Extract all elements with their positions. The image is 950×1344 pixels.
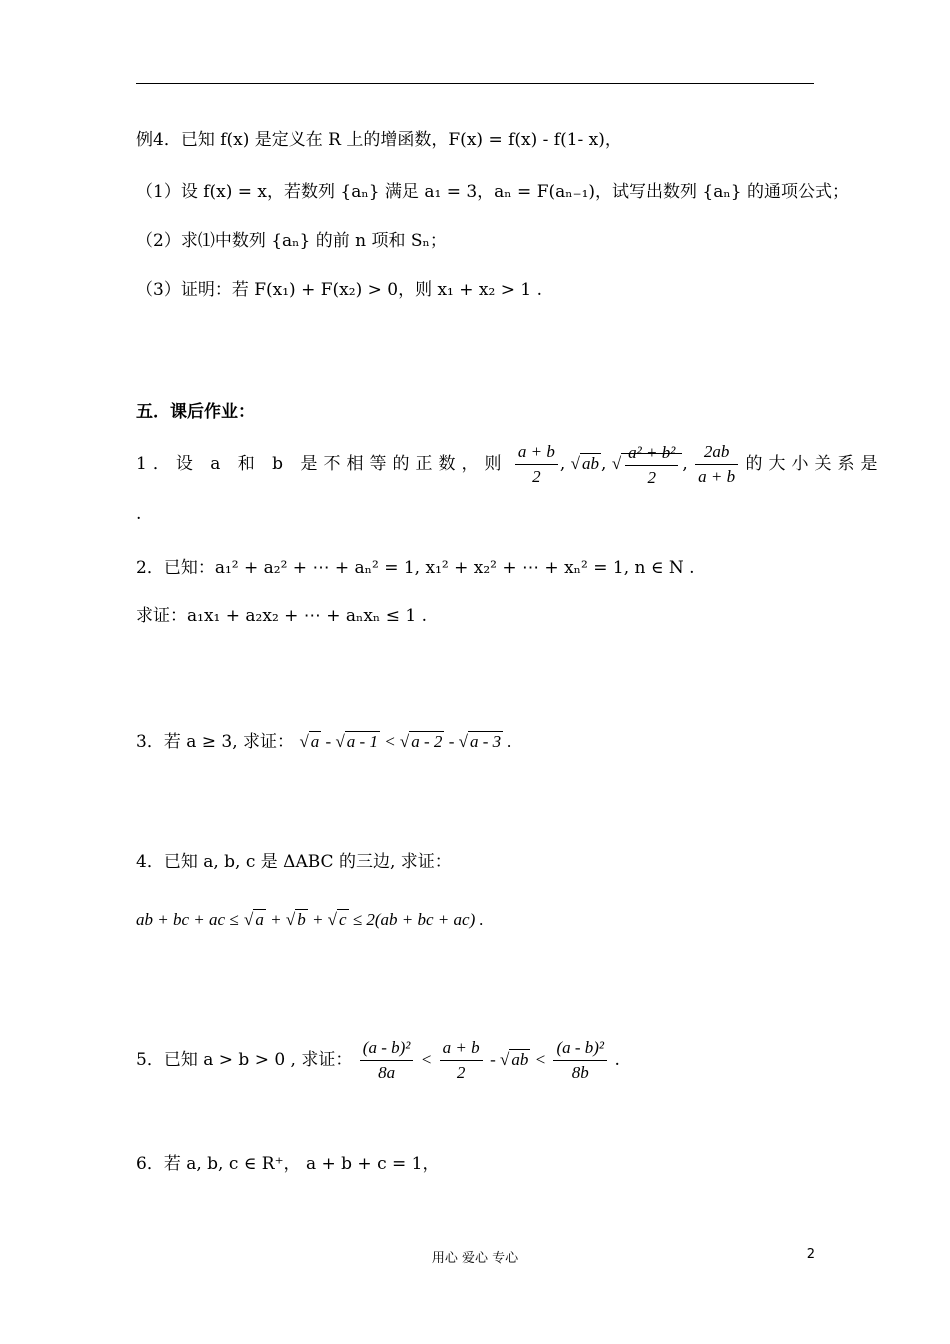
homework-5: 5．已知 a > b > 0 , 求证： $\frac{\text{(a - b)²}}{8a}$ < $\frac{a + b}{2}$ - √ ab < $\frac{\text{(a - b)²}}{8b}$ . — [136, 1038, 620, 1082]
homework-2-prove: 求证：a₁x₁ + a₂x₂ + ⋯ + aₙxₙ ≤ 1 . — [136, 606, 427, 626]
example4-stem: 例4．已知 f(x) 是定义在 R 上的增函数，F(x) = f(x) - f(1- x)， — [136, 130, 622, 150]
homework-2-given: 2．已知：a₁² + a₂² + ⋯ + aₙ² = 1, x₁² + x₂² + ⋯ + xₙ² = 1, n ∈ N . — [136, 558, 695, 578]
sqrt-quad-mean: √ $\frac{\text{a² + b²}}{2}$ — [612, 453, 683, 473]
header-rule — [136, 83, 814, 84]
footer-motto: 用心 爱心 专心 — [431, 1251, 519, 1266]
homework-4-lead: 4．已知 a, b, c 是 ΔABC 的三边, 求证： — [136, 852, 452, 872]
homework-4-inequality: ab + bc + ac ≤ √ a + √ b + √ c ≤ 2(ab + bc + ac) . — [136, 910, 484, 929]
homework-3: 3．若 a ≥ 3, 求证： √ a - √ a - 1 < √ a - 2 - √ a - 3 . — [136, 732, 512, 752]
fraction-arith-mean: $\frac{a + b}{2}$ — [515, 440, 558, 489]
homework-6: 6．若 a, b, c ∈ R⁺， a + b + c = 1， — [136, 1154, 440, 1174]
sqrt-geo-mean: √ ab — [570, 454, 599, 473]
example4-part1: （1）设 f(x) = x，若数列 {aₙ} 满足 a₁ = 3，aₙ = F(aₙ₋₁)，试写出数列 {aₙ} 的通项公式； — [136, 182, 849, 202]
homework-1-end: . — [136, 504, 142, 524]
example4-part2: （2）求⑴中数列 {aₙ} 的前 n 项和 Sₙ； — [136, 231, 447, 251]
fraction-harm-mean: $\frac{2ab}{a + b}$ — [695, 440, 738, 489]
homework-1: 1．设 a 和 b 是不相等的正数，则 $\frac{a + b}{2}$ , √ ab , √ $\frac{\text{a² + b²}}{2}$ , $\frac{2ab}{a + b}$ 的大小关系是 — [136, 440, 884, 490]
page-number: 2 — [806, 1247, 815, 1262]
homework-3-inequality: √ a - √ a - 1 < √ a - 2 - √ a - 3 . — [299, 732, 512, 751]
section-heading: 五．课后作业： — [136, 402, 255, 422]
example4-part3: （3）证明：若 F(x₁) + F(x₂) > 0，则 x₁ + x₂ > 1 . — [136, 280, 542, 300]
example4-stem-text: f(x) 是定义在 R 上的增函数，F(x) = f(x) - f(1- x)， — [220, 130, 622, 150]
